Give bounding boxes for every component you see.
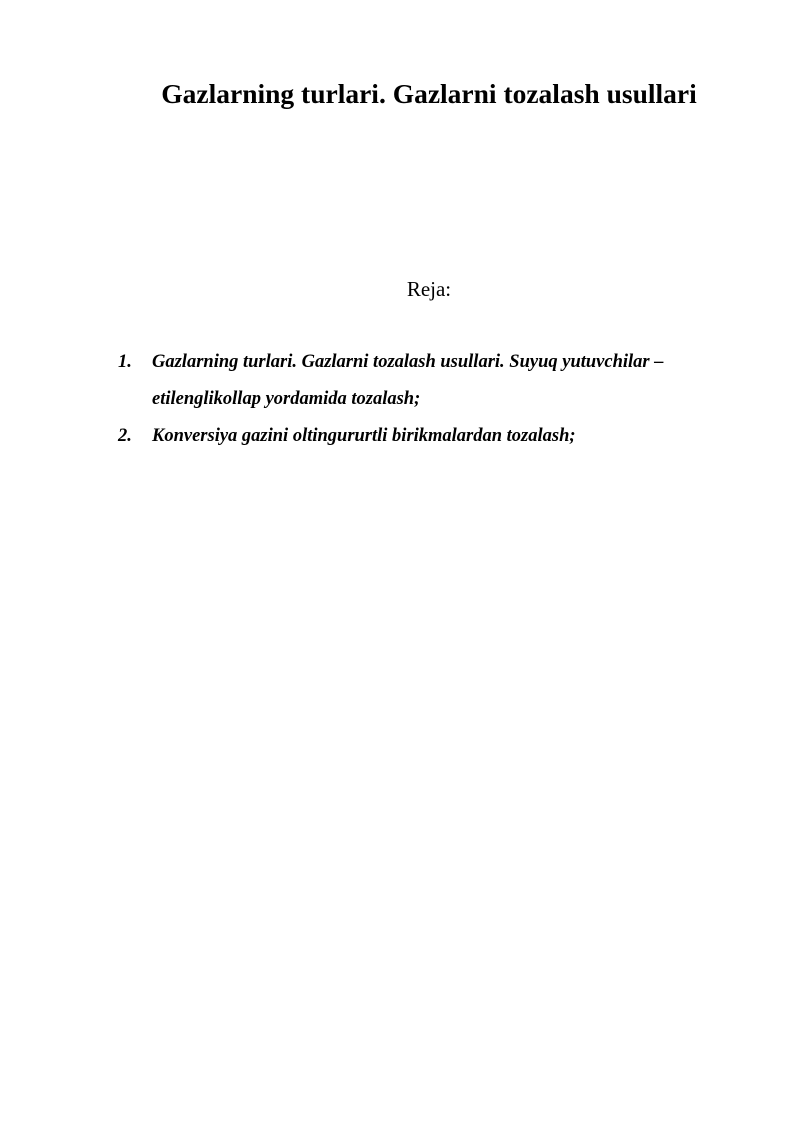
plan-item-number: 1. xyxy=(118,352,132,372)
plan-item-number: 2. xyxy=(118,426,132,446)
plan-heading: Reja: xyxy=(406,277,452,301)
plan-item-text: Konversiya gazini oltingururtli birikmalardan tozalash; xyxy=(152,426,576,446)
document-title: Gazlarning turlari. Gazlarni tozalash usullari xyxy=(161,78,697,109)
plan-item xyxy=(118,418,738,455)
plan-list xyxy=(118,344,738,455)
plan-item xyxy=(118,344,738,418)
plan-item-text: Gazlarning turlari. Gazlarni tozalash usullari. Suyuq yutuvchilar – etilenglikollap yordamida tozalash; xyxy=(152,352,664,409)
